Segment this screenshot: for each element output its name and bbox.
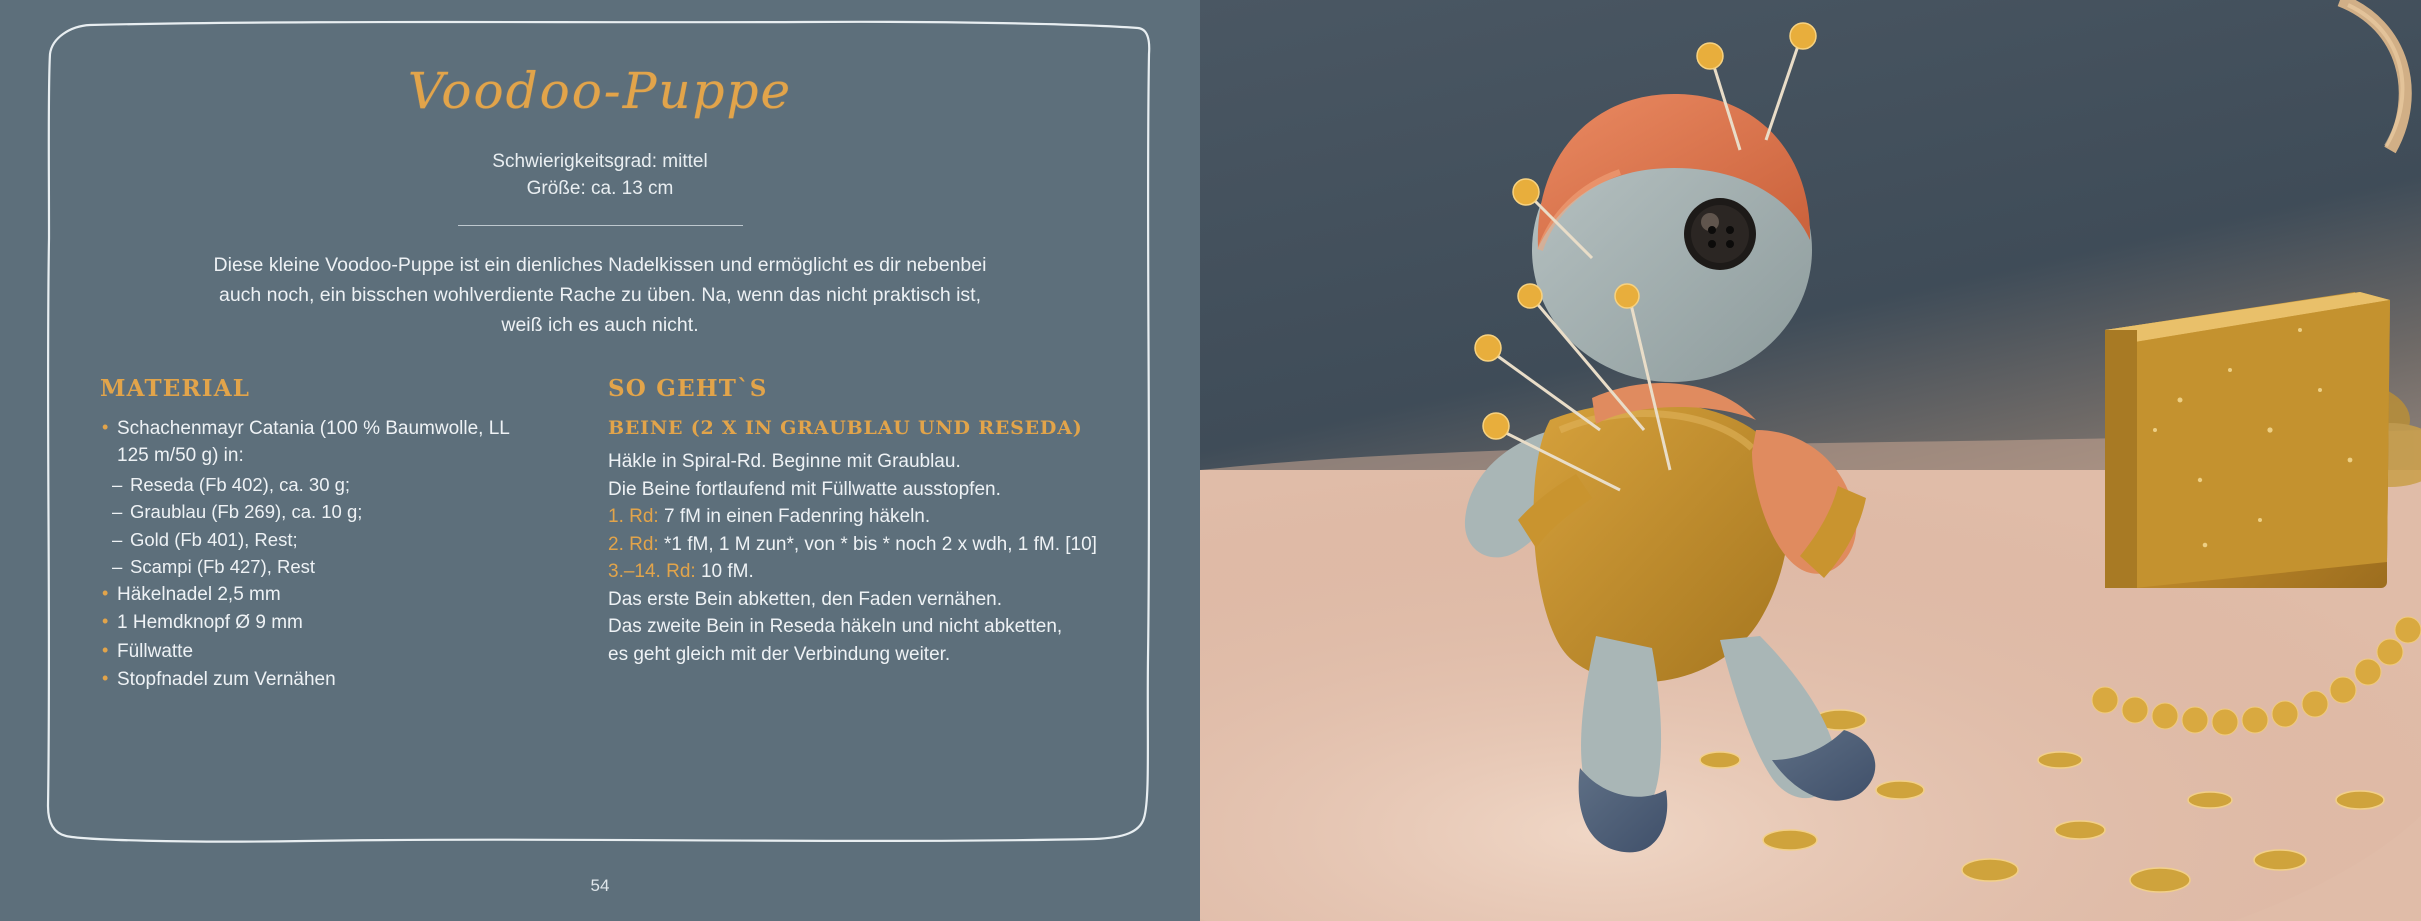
instruction-row — [608, 503, 1108, 531]
list-item: – Graublau (Fb 269), ca. 10 g; — [112, 498, 520, 526]
divider-rule — [458, 225, 743, 226]
list-item: – Reseda (Fb 402), ca. 30 g; — [112, 471, 520, 499]
material-column — [100, 375, 520, 695]
list-item: • 1 Hemdknopf Ø 9 mm — [100, 609, 520, 637]
instruction-row — [608, 558, 1108, 586]
instructions-subheading: BEINE (2 X IN GRAUBLAU UND RESEDA) — [608, 416, 1083, 439]
list-item: • Stopfnadel zum Vernähen — [100, 666, 520, 694]
instruction-line: Das erste Bein abketten, den Faden vernähen. — [608, 588, 1002, 610]
round-text: 10 fM. — [695, 561, 754, 582]
instruction-line: es geht gleich mit der Verbindung weiter. — [608, 643, 951, 665]
round-label: 3.–14. Rd: — [608, 561, 696, 582]
size-line: Größe: ca. 13 cm — [526, 178, 674, 199]
list-item: • Schachenmayr Catania (100 % Baumwolle, LL 125 m/50 g) in: — [100, 415, 520, 470]
instruction-line: Häkle in Spiral-Rd. Beginne mit Graublau. — [608, 451, 961, 472]
page-number: 54 — [590, 876, 610, 895]
material-list — [100, 415, 520, 694]
voodoo-doll-photo — [1200, 0, 2421, 921]
photo-illustration — [1200, 0, 2421, 921]
material-color-list — [112, 471, 520, 581]
list-item: • Häkelnadel 2,5 mm — [100, 581, 520, 609]
instructions-body — [608, 448, 1108, 668]
instruction-line: Die Beine fortlaufend mit Füllwatte ausstopfen. — [608, 478, 1001, 500]
intro-paragraph: Diese kleine Voodoo-Puppe ist ein dienliches Nadelkissen und ermöglicht es dir nebenbei auch noch, ein bisschen wohlverdiente Rache zu üben. Na, wenn das nicht praktisch ist, weiß ich es auch nicht. — [213, 254, 987, 336]
gift-box — [2105, 292, 2390, 640]
difficulty-line: Schwierigkeitsgrad: mittel — [492, 151, 708, 172]
round-text: 7 fM in einen Fadenring häkeln. — [658, 506, 931, 527]
round-label: 2. Rd: — [608, 533, 659, 555]
round-text: *1 fM, 1 M zun*, von * bis * noch 2 x wdh, 1 fM. [10] — [658, 533, 1097, 555]
material-heading: MATERIAL — [100, 375, 251, 402]
page-title: Voodoo-Puppe — [407, 62, 793, 120]
list-item: • Füllwatte — [100, 638, 520, 666]
round-label: 1. Rd: — [608, 506, 659, 527]
instruction-line: Das zweite Bein in Reseda häkeln und nicht abketten, — [608, 616, 1063, 637]
list-item: – Gold (Fb 401), Rest; — [112, 526, 520, 554]
instructions-heading: SO GEHT`S — [608, 375, 768, 402]
instructions-column — [608, 375, 1108, 668]
left-text-page — [0, 0, 1200, 921]
pattern-meta — [0, 148, 1200, 202]
instruction-row — [608, 531, 1108, 559]
list-item: – Scampi (Fb 427), Rest — [112, 553, 520, 581]
